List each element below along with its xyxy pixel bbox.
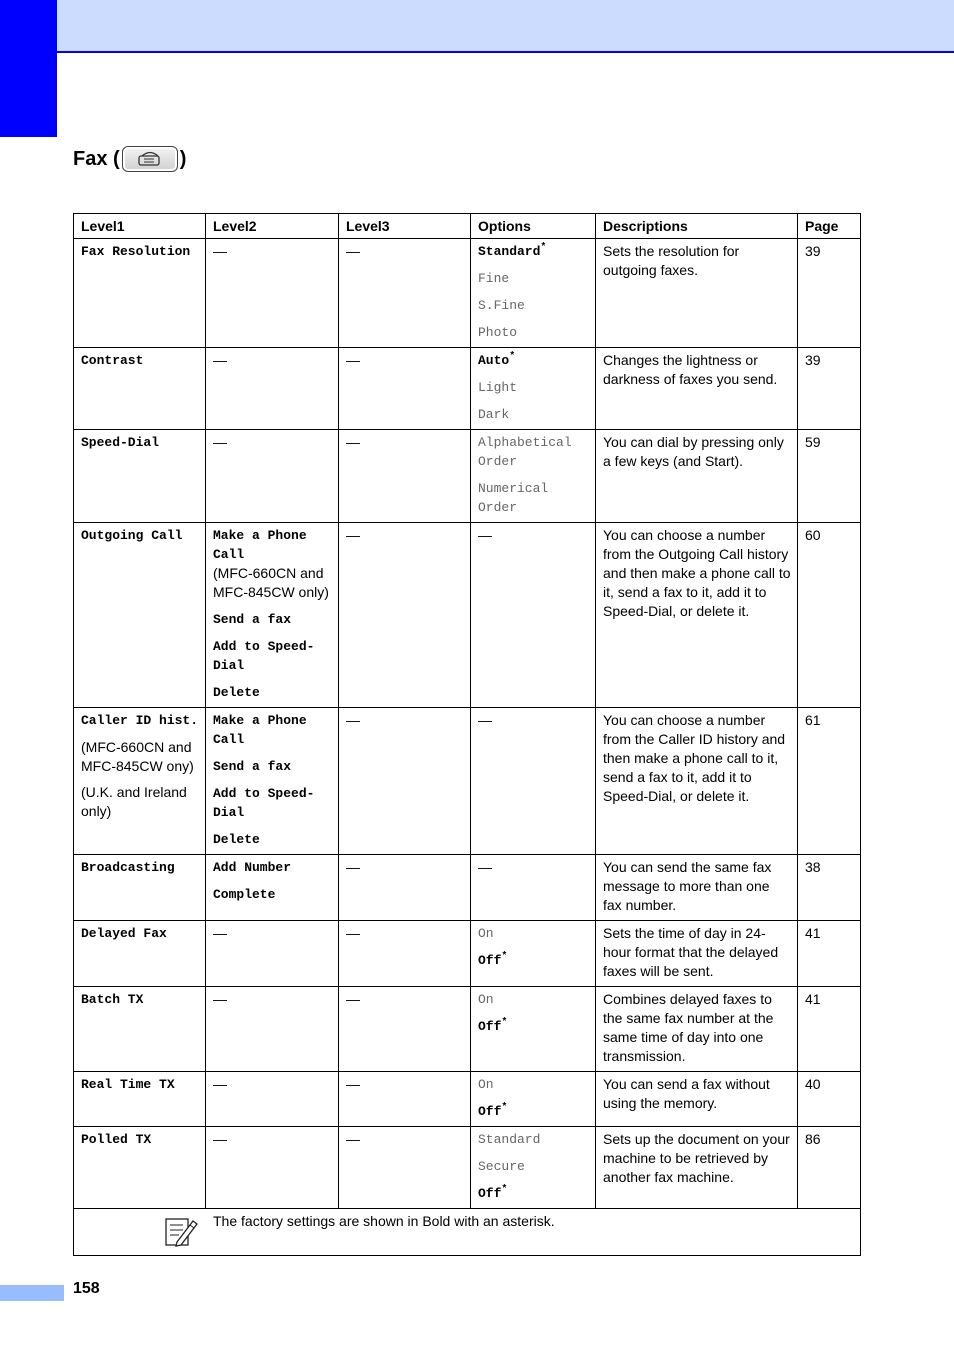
section-title xyxy=(73,146,186,172)
cell-options xyxy=(471,348,596,430)
option-label: Alphabetical Order xyxy=(478,435,572,469)
default-marker: * xyxy=(501,1102,508,1114)
option-label: On xyxy=(478,1077,494,1092)
default-marker: * xyxy=(509,351,516,363)
cell-page: 86 xyxy=(798,1127,861,1209)
cell-level2 xyxy=(206,1127,339,1209)
fax-menu-table xyxy=(73,213,861,1256)
option-item xyxy=(478,711,589,730)
cell-description: Combines delayed faxes to the same fax number at the same time of day into one transmission. xyxy=(596,987,798,1072)
table-row xyxy=(74,855,861,921)
level1-label: Batch TX xyxy=(81,992,144,1007)
cell-description: Sets the resolution for outgoing faxes. xyxy=(596,239,798,348)
level2-item: Send a fax xyxy=(213,612,292,627)
fax-key-icon xyxy=(122,146,178,172)
header-page: Page xyxy=(798,214,861,239)
cell-level3: — xyxy=(339,523,471,708)
cell-options xyxy=(471,987,596,1072)
level1-note: (U.K. and Ireland only) xyxy=(81,784,187,819)
option-item xyxy=(478,378,589,397)
cell-level2 xyxy=(206,430,339,523)
default-marker: * xyxy=(501,951,508,963)
option-label: Standard xyxy=(478,1132,541,1147)
section-title-suffix: ) xyxy=(179,147,187,170)
cell-level2 xyxy=(206,855,339,921)
level2-item: Add to Speed-Dial xyxy=(213,639,315,673)
cell-level1 xyxy=(74,987,206,1072)
cell-description: Sets up the document on your machine to be retrieved by another fax machine. xyxy=(596,1127,798,1209)
chapter-tab xyxy=(0,0,57,137)
option-default xyxy=(478,242,589,261)
table-row xyxy=(74,1127,861,1209)
level1-label: Real Time TX xyxy=(81,1077,175,1092)
cell-level1 xyxy=(74,523,206,708)
option-label: Photo xyxy=(478,325,518,340)
option-label: S.Fine xyxy=(478,298,525,313)
option-item xyxy=(478,858,589,877)
cell-level1 xyxy=(74,921,206,987)
cell-options xyxy=(471,708,596,855)
option-default xyxy=(478,351,589,370)
option-default xyxy=(478,1102,589,1121)
table-row xyxy=(74,1072,861,1127)
option-label: Auto xyxy=(478,353,510,368)
level2-item: — xyxy=(213,352,227,368)
cell-description: You can send a fax without using the memory. xyxy=(596,1072,798,1127)
table-row xyxy=(74,987,861,1072)
option-label: Off xyxy=(478,1186,502,1201)
cell-description: You can dial by pressing only a few keys (and Start). xyxy=(596,430,798,523)
level2-item: — xyxy=(213,1131,227,1147)
level2-item: Delete xyxy=(213,685,260,700)
note-pencil-icon xyxy=(164,1215,198,1252)
cell-level2 xyxy=(206,523,339,708)
option-label: On xyxy=(478,926,494,941)
option-item xyxy=(478,323,589,342)
header-level2: Level2 xyxy=(206,214,339,239)
level2-note: (MFC-660CN and MFC-845CW only) xyxy=(213,565,329,600)
note-cell xyxy=(74,1209,861,1256)
section-title-prefix: Fax ( xyxy=(73,147,120,170)
header-level1: Level1 xyxy=(74,214,206,239)
cell-page: 40 xyxy=(798,1072,861,1127)
option-item xyxy=(478,433,589,471)
level1-label: Speed-Dial xyxy=(81,435,160,450)
option-label: On xyxy=(478,992,494,1007)
option-item xyxy=(478,269,589,288)
cell-level2 xyxy=(206,708,339,855)
level1-note: (MFC-660CN and MFC-845CW ony) xyxy=(81,739,194,774)
cell-level3: — xyxy=(339,855,471,921)
cell-level3: — xyxy=(339,239,471,348)
level2-item: Complete xyxy=(213,887,276,902)
option-label: — xyxy=(478,712,492,728)
level1-label: Outgoing Call xyxy=(81,528,183,543)
cell-description: You can send the same fax message to more than one fax number. xyxy=(596,855,798,921)
cell-page: 39 xyxy=(798,348,861,430)
cell-options xyxy=(471,1127,596,1209)
option-label: Light xyxy=(478,380,518,395)
option-item xyxy=(478,990,589,1009)
header-descriptions: Descriptions xyxy=(596,214,798,239)
option-item xyxy=(478,1075,589,1094)
default-marker: * xyxy=(501,1184,508,1196)
option-item xyxy=(478,405,589,424)
cell-level1 xyxy=(74,1127,206,1209)
cell-description: Sets the time of day in 24-hour format that the delayed faxes will be sent. xyxy=(596,921,798,987)
cell-level2 xyxy=(206,1072,339,1127)
option-label: — xyxy=(478,859,492,875)
option-default xyxy=(478,951,589,970)
cell-level3: — xyxy=(339,348,471,430)
level1-label: Delayed Fax xyxy=(81,926,167,941)
cell-options xyxy=(471,430,596,523)
option-label: Numerical Order xyxy=(478,481,549,515)
table-header-row xyxy=(74,214,861,239)
cell-page: 39 xyxy=(798,239,861,348)
cell-level3: — xyxy=(339,987,471,1072)
level2-item: Add to Speed-Dial xyxy=(213,786,315,820)
cell-level3: — xyxy=(339,708,471,855)
option-item xyxy=(478,526,589,545)
cell-level1 xyxy=(74,239,206,348)
cell-level1 xyxy=(74,1072,206,1127)
default-marker: * xyxy=(501,1017,508,1029)
option-label: Fine xyxy=(478,271,510,286)
cell-level2 xyxy=(206,921,339,987)
cell-page: 59 xyxy=(798,430,861,523)
table-row xyxy=(74,523,861,708)
option-item xyxy=(478,479,589,517)
option-item xyxy=(478,924,589,943)
header-band xyxy=(57,0,954,53)
cell-options xyxy=(471,855,596,921)
header-options: Options xyxy=(471,214,596,239)
option-label: Dark xyxy=(478,407,510,422)
level2-item: Make a Phone Call xyxy=(213,713,307,747)
option-default xyxy=(478,1184,589,1203)
cell-page: 41 xyxy=(798,987,861,1072)
option-item xyxy=(478,1157,589,1176)
cell-options xyxy=(471,239,596,348)
option-item xyxy=(478,296,589,315)
option-label: — xyxy=(478,527,492,543)
cell-page: 61 xyxy=(798,708,861,855)
cell-level3: — xyxy=(339,1072,471,1127)
cell-description: Changes the lightness or darkness of faxes you send. xyxy=(596,348,798,430)
cell-level3: — xyxy=(339,921,471,987)
cell-level2 xyxy=(206,987,339,1072)
table-row xyxy=(74,239,861,348)
option-label: Secure xyxy=(478,1159,525,1174)
cell-page: 38 xyxy=(798,855,861,921)
note-text: The factory settings are shown in Bold with an asterisk. xyxy=(213,1213,555,1229)
cell-level1 xyxy=(74,708,206,855)
cell-level1 xyxy=(74,348,206,430)
cell-description: You can choose a number from the Outgoing Call history and then make a phone call to it, send a fax to it, add it to Speed-Dial, or delete it. xyxy=(596,523,798,708)
level2-item: — xyxy=(213,1076,227,1092)
level2-item: — xyxy=(213,243,227,259)
table-row xyxy=(74,921,861,987)
cell-level2 xyxy=(206,239,339,348)
cell-level2 xyxy=(206,348,339,430)
option-label: Off xyxy=(478,1104,502,1119)
cell-options xyxy=(471,523,596,708)
level1-label: Polled TX xyxy=(81,1132,152,1147)
level2-item: Make a Phone Call xyxy=(213,528,307,562)
table-row xyxy=(74,708,861,855)
table-row xyxy=(74,430,861,523)
level2-item: Send a fax xyxy=(213,759,292,774)
option-label: Off xyxy=(478,953,502,968)
level1-label: Caller ID hist. xyxy=(81,713,199,728)
option-label: Off xyxy=(478,1019,502,1034)
level1-label: Fax Resolution xyxy=(81,244,191,259)
table-row xyxy=(74,348,861,430)
default-marker: * xyxy=(540,242,547,254)
cell-options xyxy=(471,921,596,987)
level2-item: — xyxy=(213,925,227,941)
level2-item: Add Number xyxy=(213,860,292,875)
page-number-tab xyxy=(0,1285,64,1301)
cell-page: 60 xyxy=(798,523,861,708)
header-level3: Level3 xyxy=(339,214,471,239)
level1-label: Contrast xyxy=(81,353,144,368)
cell-level3: — xyxy=(339,430,471,523)
option-label: Standard xyxy=(478,244,541,259)
level2-item: — xyxy=(213,434,227,450)
option-default xyxy=(478,1017,589,1036)
level1-label: Broadcasting xyxy=(81,860,175,875)
cell-description: You can choose a number from the Caller ID history and then make a phone call to it, send a fax to it, add it to Speed-Dial, or delete it. xyxy=(596,708,798,855)
note-row xyxy=(74,1209,861,1256)
level2-item: — xyxy=(213,991,227,1007)
page-number: 158 xyxy=(73,1280,100,1297)
cell-level1 xyxy=(74,855,206,921)
cell-level1 xyxy=(74,430,206,523)
option-item xyxy=(478,1130,589,1149)
cell-page: 41 xyxy=(798,921,861,987)
table-body xyxy=(74,239,861,1209)
cell-options xyxy=(471,1072,596,1127)
level2-item: Delete xyxy=(213,832,260,847)
cell-level3: — xyxy=(339,1127,471,1209)
